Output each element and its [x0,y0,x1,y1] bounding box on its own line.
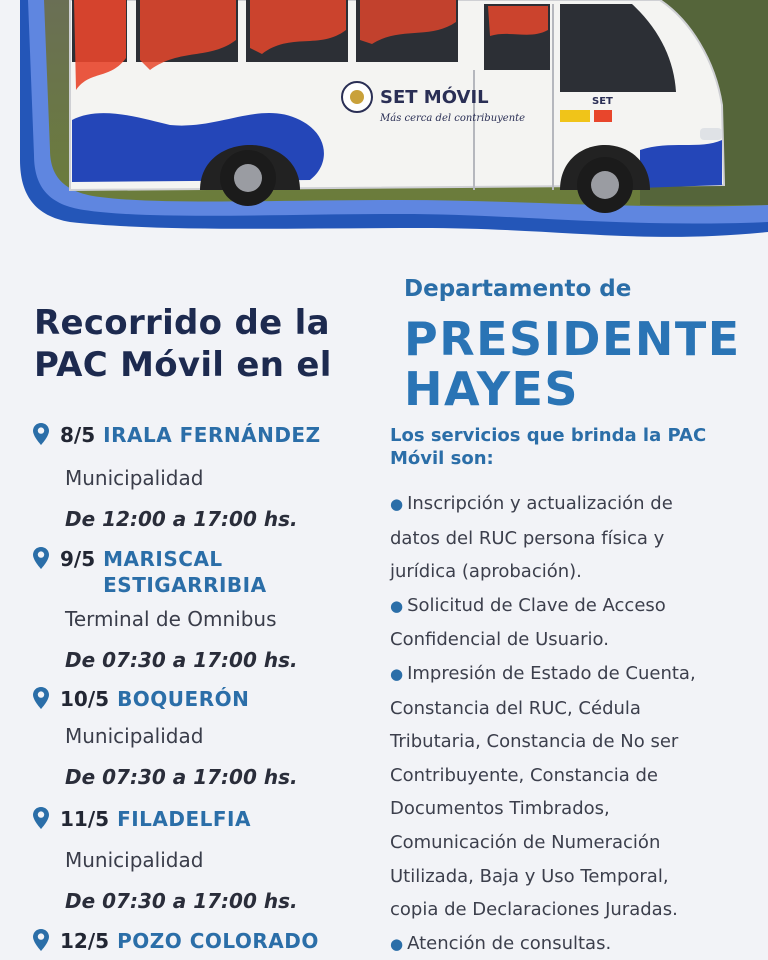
stop-place: IRALA FERNÁNDEZ [103,423,321,447]
bus-brand-text: SET MÓVIL [380,87,489,108]
stop-venue: Terminal de Omnibus [65,607,277,631]
department-label: Departamento de [404,276,632,302]
service-line: Comunicación de Numeración [390,831,661,853]
location-pin-icon [32,806,50,830]
stop-date: 9/5 [60,547,96,571]
schedule-stop [32,928,372,954]
schedule-stop [32,422,372,448]
location-pin-icon [32,546,50,570]
stop-date: 12/5 [60,929,110,953]
services-intro [390,424,750,470]
stop-place: POZO COLORADO [117,929,319,953]
service-line: Confidencial de Usuario. [390,629,609,651]
service-line [390,927,750,960]
location-pin-icon [32,686,50,710]
bus-side-brand: SET [592,96,613,107]
bullet-icon: ● [390,664,404,683]
service-line [390,589,750,624]
stop-venue: Municipalidad [65,466,204,490]
bullet-icon: ● [390,934,404,953]
stop-hours: De 07:30 a 17:00 hs. [65,765,298,789]
service-text: Solicitud de Clave de Acceso [407,594,666,616]
stop-place-line2: ESTIGARRIBIA [103,573,267,597]
stop-place [103,546,266,598]
service-line: datos del RUC persona física y [390,527,665,549]
bullet-icon: ● [390,596,404,615]
stop-venue: Municipalidad [65,724,204,748]
stop-hours: De 07:30 a 17:00 hs. [65,889,298,913]
route-title-line2: PAC Móvil en el [34,345,332,385]
stop-date: 8/5 [60,423,96,447]
bullet-icon: ● [390,495,404,513]
service-line [390,487,750,522]
service-text: Atención de consultas. [407,932,612,954]
bus-slogan-text: Más cerca del contribuyente [380,113,526,124]
schedule-stop [32,686,372,712]
stop-hours: De 07:30 a 17:00 hs. [65,648,298,672]
schedule-stop [32,806,372,832]
service-line: copia de Declaraciones Juradas. [390,899,678,921]
service-line: Utilizada, Baja y Uso Temporal, [390,865,669,887]
stop-place: BOQUERÓN [117,687,250,711]
service-line: Documentos Timbrados, [390,798,610,820]
services-intro-line1: Los servicios que brinda la PAC [390,425,707,446]
department-name [404,314,741,414]
stop-place-line1: MARISCAL [103,547,223,571]
service-line: jurídica (aprobación). [390,561,582,583]
stop-venue: Municipalidad [65,848,204,872]
route-title-line1: Recorrido de la [34,303,330,343]
hero-bus-photo [0,0,768,250]
services-intro-line2: Móvil son: [390,448,494,469]
schedule-stop [32,546,372,598]
department-name-line1: PRESIDENTE [404,312,741,366]
stop-date: 10/5 [60,687,110,711]
service-line: Contribuyente, Constancia de [390,764,659,786]
route-title [34,302,379,386]
department-name-line2: HAYES [404,362,580,416]
service-text: Inscripción y actualización de [407,493,673,514]
service-line: Constancia del RUC, Cédula [390,697,641,719]
service-line: Tributaria, Constancia de No ser [390,731,679,753]
service-line [390,657,750,692]
stop-date: 11/5 [60,807,110,831]
stop-hours: De 12:00 a 17:00 hs. [65,507,298,531]
services-list [390,487,750,960]
location-pin-icon [32,928,50,952]
stop-place: FILADELFIA [117,807,251,831]
service-text: Impresión de Estado de Cuenta, [407,662,696,684]
location-pin-icon [32,422,50,446]
